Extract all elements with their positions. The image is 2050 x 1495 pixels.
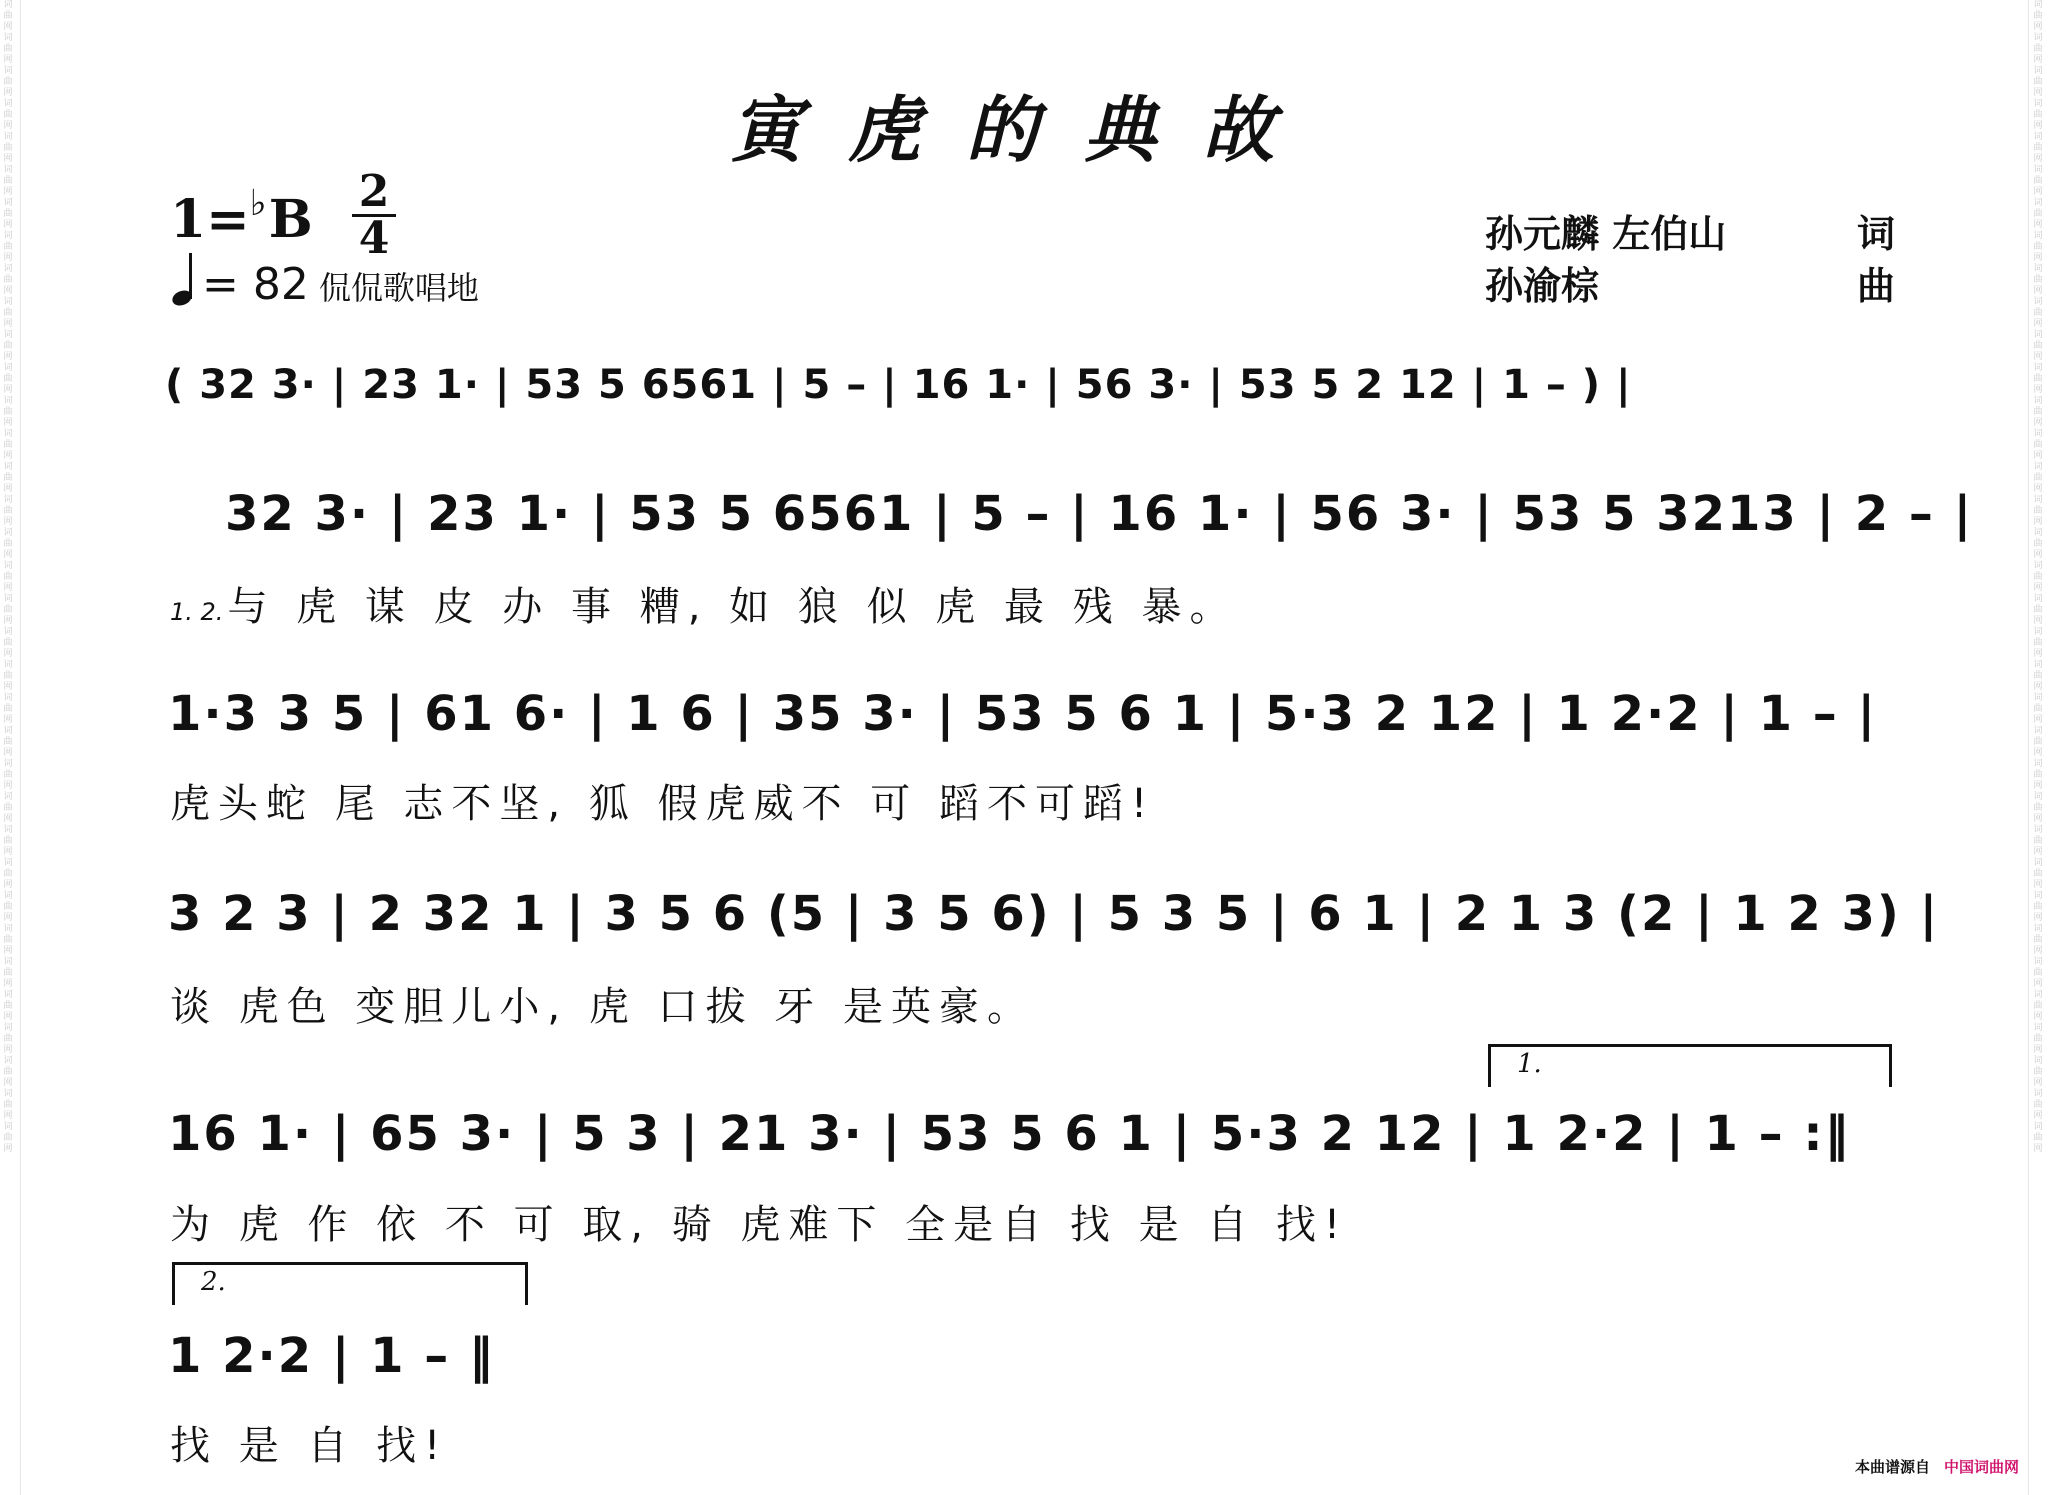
left-border-line bbox=[20, 0, 21, 1495]
lyricist-row bbox=[1485, 208, 1895, 260]
staff-line-4: 16 1· | 65 3· | 5 3 | 21 3· | 53 5 6 1 | 5·3 2 12 | 1 2·2 | 1 – :‖ bbox=[168, 1106, 1851, 1162]
lyric-line-3: 谈 虎色 变胆儿小, 虎 口拔 牙 是英豪。 bbox=[170, 984, 1036, 1030]
verse-label: 1. 2. bbox=[170, 598, 224, 626]
right-border-line bbox=[2028, 0, 2029, 1495]
first-ending-label: 1. bbox=[1517, 1049, 1542, 1079]
source-site-link[interactable]: 中国词曲网 bbox=[1944, 1458, 2020, 1476]
song-title: 寅虎的典故 bbox=[729, 87, 1320, 172]
key-note: B bbox=[268, 189, 313, 250]
tempo-value: = 82 bbox=[202, 259, 309, 310]
tempo-expression: 侃侃歌唱地 bbox=[318, 269, 479, 307]
time-signature bbox=[352, 166, 396, 264]
credits bbox=[1485, 208, 1895, 312]
music-label: 曲 bbox=[1856, 264, 1895, 308]
lyric-label: 词 bbox=[1856, 212, 1895, 256]
staff-line-1: 32 3· | 23 1· | 53 5 6561 | 5 – | 16 1· | 56 3· | 53 5 3213 | 2 – | bbox=[225, 486, 1974, 542]
staff-line-2: 1·3 3 5 | 61 6· | 1 6 | 35 3· | 53 5 6 1 | 5·3 2 12 | 1 2·2 | 1 – | bbox=[168, 686, 1877, 742]
first-ending-bracket bbox=[1488, 1044, 1892, 1087]
key-prefix: 1= bbox=[170, 189, 250, 250]
lyric-line-4: 为 虎 作 依 不 可 取, 骑 虎难下 全是自 找 是 自 找! bbox=[170, 1202, 1349, 1248]
intro-staff: ( 32 3· | 23 1· | 53 5 6561 | 5 – | 16 1· | 56 3· | 53 5 2 12 | 1 – ) | bbox=[165, 362, 1632, 408]
quarter-note-icon bbox=[170, 255, 202, 305]
time-bottom: 4 bbox=[358, 213, 390, 264]
staff-line-5: 1 2·2 | 1 – ‖ bbox=[168, 1328, 495, 1384]
watermark-right: 词曲网词曲网词曲网词曲网词曲网词曲网词曲网词曲网词曲网词曲网词曲网词曲网词曲网词曲网词曲网词曲网词曲网词曲网词曲网词曲网词曲网词曲网词曲网词曲网词曲网词曲网词曲网词曲网词曲网词曲网词曲网词曲网词曲网词曲网词曲网 bbox=[2033, 0, 2043, 1154]
lyricist-names: 孙元麟 左伯山 bbox=[1485, 212, 1727, 256]
lyric-line-2: 虎头蛇 尾 志不坚, 狐 假虎威不 可 蹈不可蹈! bbox=[170, 781, 1156, 827]
source-credit bbox=[1855, 1456, 2019, 1477]
lyric-line-1 bbox=[170, 575, 1237, 632]
composer-row bbox=[1485, 260, 1895, 312]
watermark-left: 词曲网词曲网词曲网词曲网词曲网词曲网词曲网词曲网词曲网词曲网词曲网词曲网词曲网词曲网词曲网词曲网词曲网词曲网词曲网词曲网词曲网词曲网词曲网词曲网词曲网词曲网词曲网词曲网词曲网词曲网词曲网词曲网词曲网词曲网词曲网 bbox=[3, 0, 13, 1154]
tempo-marking bbox=[170, 255, 479, 310]
source-text: 本曲谱源自 bbox=[1855, 1458, 1931, 1476]
flat-icon: ♭ bbox=[249, 182, 267, 224]
second-ending-label: 2. bbox=[201, 1267, 226, 1297]
lyric-line-1-text: 与 虎 谋 皮 办 事 糟, 如 狼 似 虎 最 残 暴。 bbox=[227, 584, 1238, 630]
composer-name: 孙渝棕 bbox=[1485, 264, 1600, 308]
key-signature bbox=[170, 182, 313, 250]
time-top: 2 bbox=[358, 166, 390, 217]
second-ending-bracket bbox=[172, 1262, 528, 1305]
lyric-line-5: 找 是 自 找! bbox=[170, 1423, 449, 1469]
staff-line-3: 3 2 3 | 2 32 1 | 3 5 6 (5 | 3 5 6) | 5 3 5 | 6 1 | 2 1 3 (2 | 1 2 3) | bbox=[168, 886, 1940, 942]
